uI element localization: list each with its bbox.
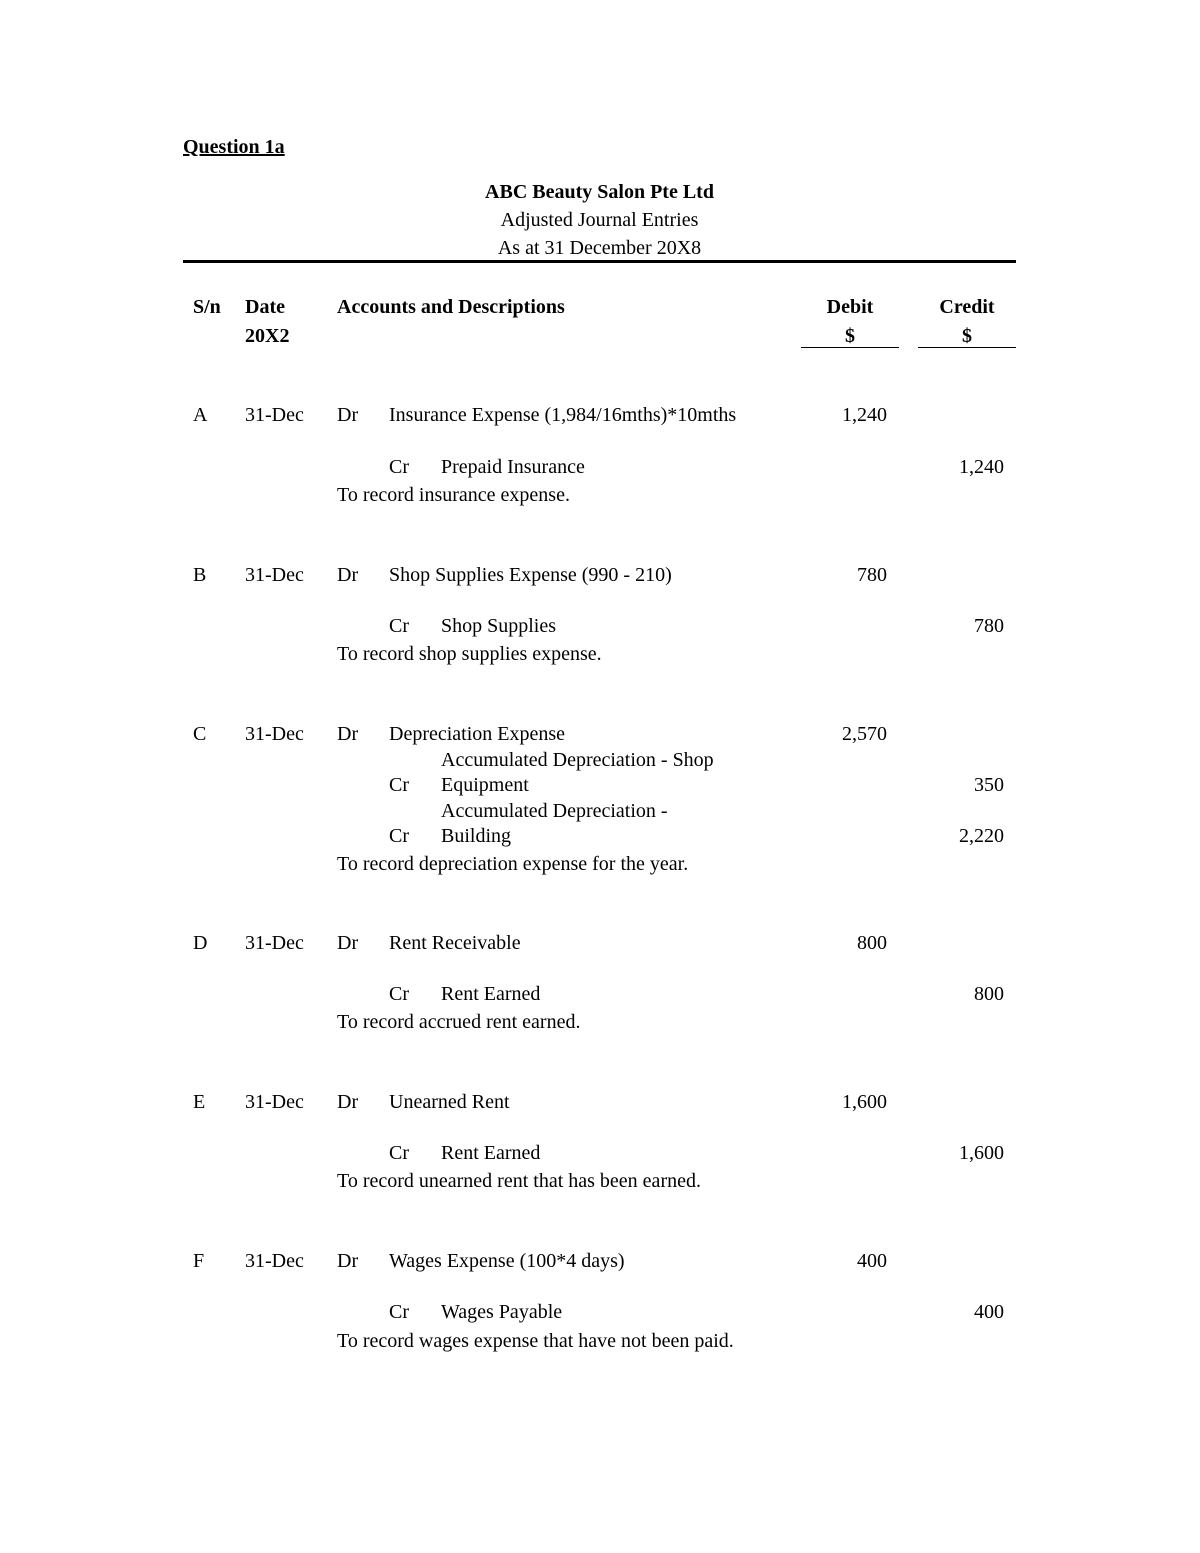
entry-b-dr-label: Dr [337,564,359,586]
col-year-header: 20X2 [245,325,290,347]
entry-a-date: 31-Dec [245,404,304,426]
entry-b-cr-label: Cr [389,615,409,637]
entry-a-cr-label: Cr [389,456,409,478]
question-title: Question 1a [183,136,285,158]
entry-f-dr-label: Dr [337,1250,359,1272]
debit-header-rule [801,347,899,348]
entry-d-dr-label: Dr [337,932,359,954]
col-accounts-header: Accounts and Descriptions [337,296,565,318]
entry-d-narration: To record accrued rent earned. [337,1011,581,1033]
entry-c-sn: C [193,723,207,745]
col-sn-header: S/n [193,296,221,318]
entry-c-dr-label: Dr [337,723,359,745]
entry-c-cr1-label: Cr [389,774,409,796]
entry-d-dr-account: Rent Receivable [389,932,521,954]
entry-f-narration: To record wages expense that have not been paid. [337,1330,734,1352]
entry-a-debit: 1,240 [842,404,887,426]
entry-b-dr-account: Shop Supplies Expense (990 - 210) [389,564,672,586]
entry-c-cr2-account-line2: Building [441,825,512,847]
entry-a-sn: A [193,404,208,426]
entry-f-dr-account: Wages Expense (100*4 days) [389,1250,625,1272]
entry-d-sn: D [193,932,208,954]
entry-c-cr1-account-line2: Equipment [441,774,529,796]
entry-a-dr-label: Dr [337,404,359,426]
entry-f-cr-label: Cr [389,1301,409,1323]
entry-b-narration: To record shop supplies expense. [337,643,602,665]
entry-c-cr2-label: Cr [389,825,409,847]
entry-d-debit: 800 [857,932,887,954]
entry-b-credit: 780 [974,615,1004,637]
entry-a-cr-account: Prepaid Insurance [441,456,585,478]
entry-d-date: 31-Dec [245,932,304,954]
company-name: ABC Beauty Salon Pte Ltd [485,181,714,203]
col-credit-header: Credit [939,296,995,318]
entry-a-narration: To record insurance expense. [337,484,570,506]
entry-a-credit: 1,240 [959,456,1004,478]
entry-e-cr-label: Cr [389,1142,409,1164]
entry-f-date: 31-Dec [245,1250,304,1272]
entry-c-credit1: 350 [974,774,1004,796]
entry-f-sn: F [193,1250,205,1272]
entry-c-cr2-account-line1: Accumulated Depreciation - [441,800,668,822]
entry-e-sn: E [193,1091,206,1113]
col-debit-header: Debit [826,296,874,318]
statement-period: As at 31 December 20X8 [497,237,702,259]
entry-e-dr-account: Unearned Rent [389,1091,510,1113]
entry-e-credit: 1,600 [959,1142,1004,1164]
credit-header-rule [918,347,1016,348]
entry-c-cr1-account-line1: Accumulated Depreciation - Shop [441,749,714,771]
entry-e-cr-account: Rent Earned [441,1142,541,1164]
entry-b-cr-account: Shop Supplies [441,615,557,637]
entry-d-cr-account: Rent Earned [441,983,541,1005]
entry-b-sn: B [193,564,207,586]
col-credit-unit: $ [962,325,972,347]
entry-e-debit: 1,600 [842,1091,887,1113]
entry-c-debit: 2,570 [842,723,887,745]
col-date-header: Date [245,296,285,318]
entry-d-credit: 800 [974,983,1004,1005]
col-debit-unit: $ [845,325,855,347]
entry-c-credit2: 2,220 [959,825,1004,847]
statement-title: Adjusted Journal Entries [500,209,699,231]
entry-e-dr-label: Dr [337,1091,359,1113]
entry-e-narration: To record unearned rent that has been earned. [337,1170,701,1192]
entry-e-date: 31-Dec [245,1091,304,1113]
entry-f-cr-account: Wages Payable [441,1301,563,1323]
entry-a-dr-account: Insurance Expense (1,984/16mths)*10mths [389,404,737,426]
entry-b-debit: 780 [857,564,887,586]
entry-b-date: 31-Dec [245,564,304,586]
entry-c-dr-account: Depreciation Expense [389,723,566,745]
header-rule [183,260,1016,263]
entry-c-date: 31-Dec [245,723,304,745]
entry-c-narration: To record depreciation expense for the year. [337,853,689,875]
entry-d-cr-label: Cr [389,983,409,1005]
entry-f-credit: 400 [974,1301,1004,1323]
entry-f-debit: 400 [857,1250,887,1272]
